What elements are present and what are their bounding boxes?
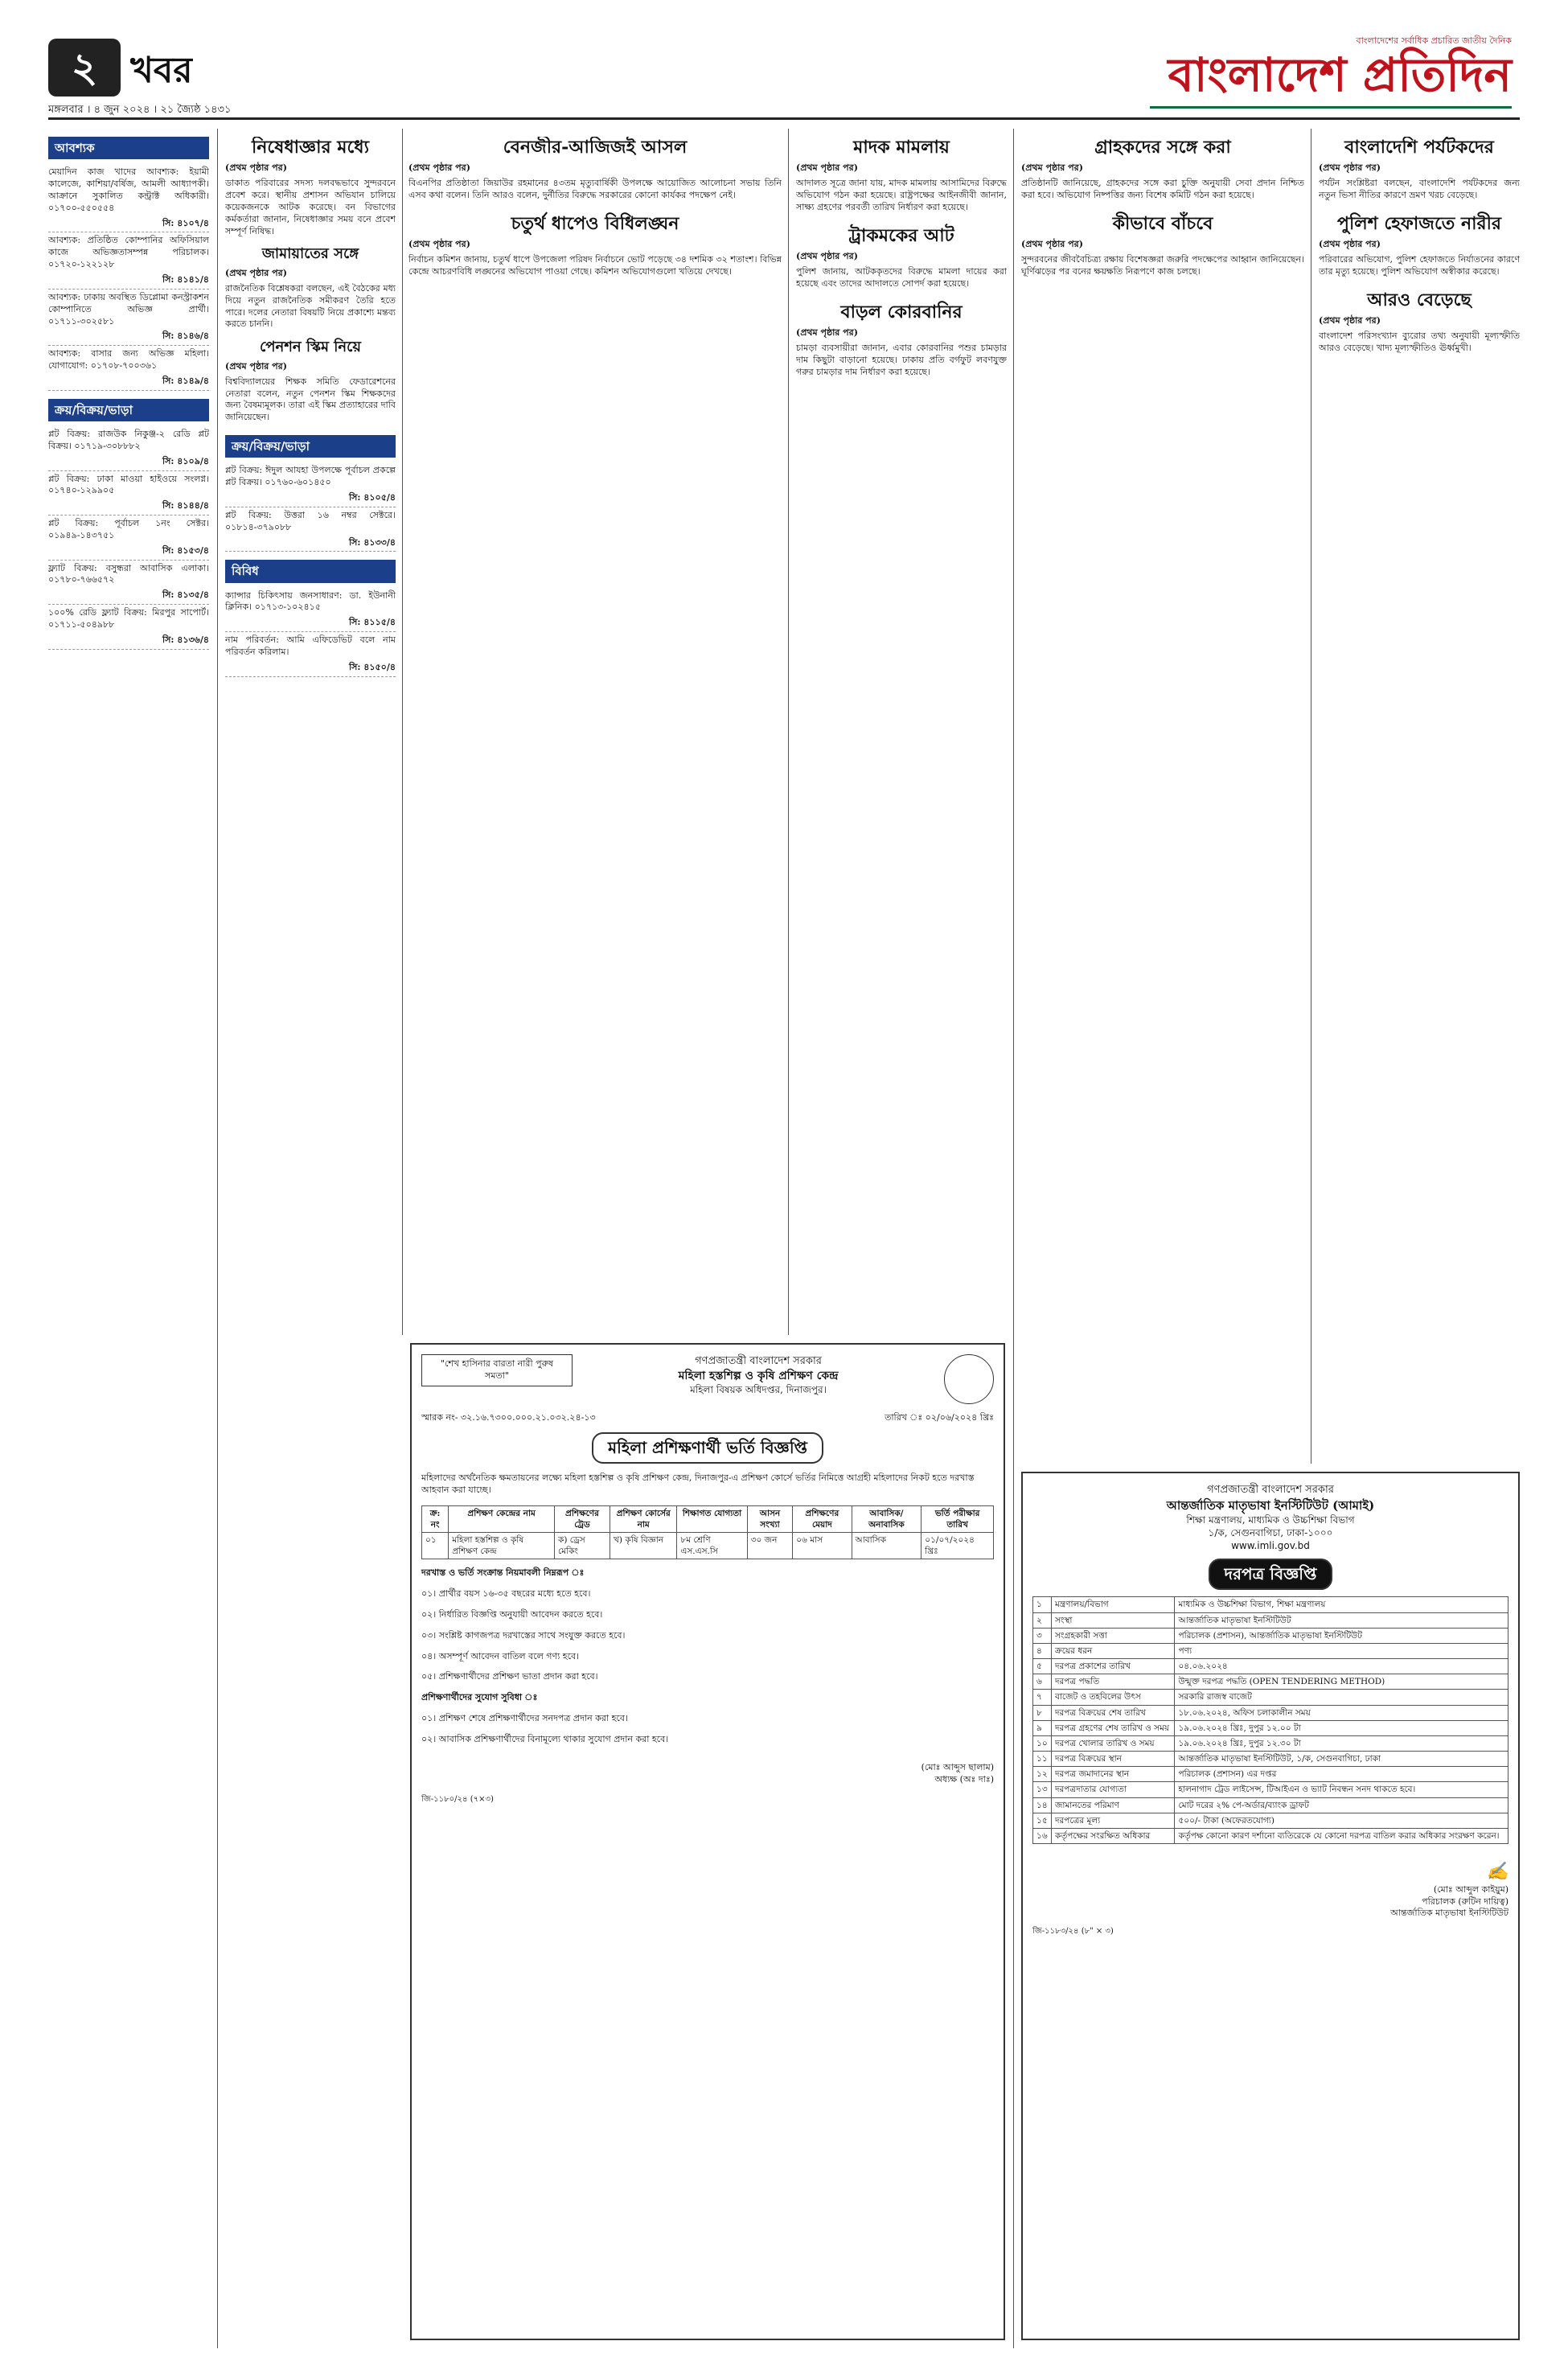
article-body: পুলিশ জানায়, আটককৃতদের বিরুদ্ধে মামলা দায়ের করা হয়েছে এবং তাদের আদালতে সোপর্দ করা হয়েছে। [796, 266, 1007, 289]
article-byline: (প্রথম পৃষ্ঠার পর) [1319, 239, 1381, 250]
table-cell: ১০ [1033, 1735, 1052, 1751]
table-row [1033, 1690, 1508, 1705]
rule-item: ০১। প্রার্থীর বয়স ১৬-৩৫ বছরের মধ্যে হতে হবে। [421, 1588, 591, 1600]
rule-item: ০৫। প্রশিক্ষণার্থীদের প্রশিক্ষণ ভাতা প্রদান করা হবে। [421, 1671, 598, 1682]
notice-org: মহিলা বিষয়ক অধিদপ্তর, দিনাজপুর। [690, 1384, 827, 1396]
classified-ad[interactable] [48, 515, 209, 561]
article-body: পর্যটন সংশ্লিষ্টরা বলছেন, বাংলাদেশি পর্যটকদের জন্য নতুন ভিসা নীতির কারণে ভ্রমণ খরচ বেড়েছে। [1319, 178, 1520, 201]
table-row [1033, 1705, 1508, 1720]
ad-text: আবশ্যক: ঢাকায় অবস্থিত ডিপ্লোমা কনস্ট্রাকশন কোম্পানিতে অভিজ্ঞ প্রার্থী। ০১৭১১-৩০২৫৮১ [48, 291, 209, 327]
section-title: খবর [130, 50, 193, 91]
notice-org: মহিলা হস্তশিল্প ও কৃষি প্রশিক্ষণ কেন্দ্র [678, 1369, 839, 1382]
table-cell: ০১/০৭/২০২৪ খ্রিঃ [922, 1532, 994, 1559]
table-header: ভর্তি পরীক্ষার তারিখ [922, 1505, 994, 1532]
news-column-5 [1021, 137, 1304, 1456]
rule-item: ০৪। অসম্পূর্ণ আবেদন বাতিল বলে গণ্য হবে। [421, 1650, 580, 1661]
ad-ref: সি: ৪১০৫/৪ [348, 492, 396, 503]
article-body: বিএনপির প্রতিষ্ঠাতা জিয়াউর রহমানের ৪৩তম মৃত্যুবার্ষিকী উপলক্ষে আয়োজিত আলোচনা সভায় তিনি এসব কথা বলেন। তিনি আরও বলেন, দুর্নীতির বিরুদ্ধে সরকারের কোনো কার্যকর পদক্ষেপ নেই। [408, 178, 782, 201]
table-cell: ১৬ [1033, 1828, 1052, 1843]
ad-ref: সি: ৪১১৫/৪ [348, 617, 396, 628]
ad-text: আবশ্যক: প্রতিষ্ঠিত কোম্পানির অফিসিয়াল কাজে অভিজ্ঞতাসম্পন্ন পরিচালক। ০১৭২০-১২২১২৮ [48, 235, 209, 270]
ad-ref: সি: ৪১৫০/৪ [348, 661, 396, 672]
facility-item: ০১। প্রশিক্ষণ শেষে প্রশিক্ষণার্থীদের সনদপত্র প্রদান করা হবে। [421, 1713, 628, 1724]
ad-text: নাম পরিবর্তন: আমি এফিডেভিট বলে নাম পরিবর্তন করিলাম। [225, 635, 396, 658]
ad-text: প্লট বিক্রয়: ঢাকা মাওয়া হাইওয়ে সংলগ্ন। ০১৭৪০-১২৯৯০৫ [48, 473, 209, 496]
table-header: আবাসিক/অনাবাসিক [852, 1505, 922, 1532]
table-cell: দরপত্র প্রকাশের তারিখ [1052, 1659, 1175, 1674]
table-row [1033, 1674, 1508, 1690]
article-headline[interactable]: বেনজীর-আজিজই আসল [503, 137, 688, 158]
table-cell: ৬ [1033, 1674, 1052, 1690]
table-cell: ৭ [1033, 1690, 1052, 1705]
ad-ref: সি: ৪১৪৪/৪ [162, 500, 209, 511]
classified-ad[interactable] [225, 462, 396, 507]
notice-date: তারিখ ঃ ০২/০৬/২০২৪ খ্রিঃ [885, 1412, 994, 1423]
table-row [1033, 1813, 1508, 1828]
ad-text: প্লট বিক্রয়: রাজউক নিকুঞ্জ-২ রেডি প্লট বিক্রয়। ০১৭১৯-৩০৮৮৮২ [48, 429, 209, 451]
ad-text: আবশ্যক: বাসার জন্য অভিজ্ঞ মহিলা। যোগাযোগ: ০১৭০৮-৭০০৩৬১ [48, 348, 209, 372]
table-cell: দরপত্র জমাদানের স্থান [1052, 1767, 1175, 1782]
notice-org: শিক্ষা মন্ত্রণালয়, মাধ্যমিক ও উচ্চশিক্ষা বিভাগ [1186, 1514, 1355, 1526]
table-row [1033, 1597, 1508, 1612]
notice-footer-ref: জি-১১৮০/২৪ (৭×৩) [421, 1794, 494, 1804]
ad-text: প্লট বিক্রয়: ঈদুল আযহা উপলক্ষে পূর্বাচল প্রকল্পে প্লট বিক্রয়। ০১৭৬০-৬০১৪৫০ [225, 465, 396, 488]
table-cell: ৫ [1033, 1659, 1052, 1674]
ad-ref: সি: ৪১৩৬/৪ [162, 634, 209, 645]
rule-item: ০২। নির্ধারিত বিজ্ঞপ্তি অনুযায়ী আবেদন করতে হবে। [421, 1608, 603, 1620]
article-body: সুন্দরবনের জীববৈচিত্র্য রক্ষায় বিশেষজ্ঞরা জরুরি পদক্ষেপের আহ্বান জানিয়েছেন। ঘূর্ণিঝড়ের পর বনের ক্ষয়ক্ষতি নিরূপণে কাজ চলছে। [1021, 254, 1304, 277]
table-cell: ৩ [1033, 1628, 1052, 1643]
article-byline: (প্রথম পৃষ্ঠার পর) [408, 239, 470, 250]
table-cell: ১৮.০৬.২০২৪, অফিস চলাকালীন সময় [1175, 1705, 1508, 1720]
ad-ref: সি: ৪১৩৫/৪ [162, 589, 209, 601]
table-cell: ১ [1033, 1597, 1052, 1612]
table-cell: ১৩ [1033, 1782, 1052, 1797]
table-cell: বাজেট ও তহবিলের উৎস [1052, 1690, 1175, 1705]
table-cell: ৮ম শ্রেণি এস.এস.সি [677, 1532, 747, 1559]
website-link[interactable]: www.imli.gov.bd [1231, 1540, 1310, 1552]
article-byline: (প্রথম পৃষ্ঠার পর) [796, 251, 858, 262]
header-rule [48, 117, 1520, 120]
notice-intro: মহিলাদের অর্থনৈতিক ক্ষমতায়নের লক্ষ্যে মহিলা হস্তশিল্প ও কৃষি প্রশিক্ষণ কেন্দ্র, দিনাজপুর-এ প্রশিক্ষণ কোর্সে ভর্তির নিমিত্তে আগ্রহী মহিলাদের নিকট হতে দরখাস্ত আহবান করা যাচ্ছে। [421, 1472, 975, 1495]
table-cell: মহিলা হস্তশিল্প ও কৃষি প্রশিক্ষণ কেন্দ্র [449, 1532, 555, 1559]
table-row [1033, 1659, 1508, 1674]
table-cell: ১১ [1033, 1752, 1052, 1767]
table-row [1033, 1612, 1508, 1628]
news-column-2 [225, 137, 396, 2348]
article-byline: (প্রথম পৃষ্ঠার পর) [796, 327, 858, 339]
table-row [1033, 1735, 1508, 1751]
table-row [1033, 1767, 1508, 1782]
table-cell: ৫০০/- টাকা (অফেরতযোগ্য) [1175, 1813, 1508, 1828]
table-cell: আন্তর্জাতিক মাতৃভাষা ইনস্টিটিউট [1175, 1612, 1508, 1628]
column-divider [788, 129, 789, 1335]
table-cell: ১৯.০৬.২০২৪ খ্রিঃ, দুপুর ১২.০০ টা [1175, 1720, 1508, 1735]
article-body: নির্বাচন কমিশন জানায়, চতুর্থ ধাপে উপজেলা পরিষদ নির্বাচনে ভোট পড়েছে ৩৪ দশমিক ৩২ শতাংশ। বিভিন্ন কেন্দ্রে আচরণবিধি লঙ্ঘনের অভিযোগ পাওয়া গেছে। কমিশন অভিযোগগুলো খতিয়ে দেখছে। [408, 254, 782, 277]
table-cell: দরপত্র খোলার তারিখ ও সময় [1052, 1735, 1175, 1751]
ad-ref: সি: ৪১৪৬/৪ [162, 331, 209, 342]
table-cell: ৮ [1033, 1705, 1052, 1720]
signer-org: আন্তর্জাতিক মাতৃভাষা ইনস্টিটিউট [1390, 1908, 1508, 1919]
notice-org: আন্তর্জাতিক মাতৃভাষা ইনস্টিটিউট (আমাই) [1166, 1497, 1375, 1513]
article-byline: (প্রথম পৃষ্ঠার পর) [1021, 239, 1083, 250]
table-cell: আবাসিক [852, 1532, 922, 1559]
article-byline: (প্রথম পৃষ্ঠার পর) [408, 162, 470, 174]
ad-text: প্লট বিক্রয়: উত্তরা ১৬ নম্বর সেক্টরে। ০১৮১৪-৩৭৯০৮৮ [225, 509, 396, 532]
training-admission-notice [410, 1343, 1005, 2340]
ad-text: মেয়াদিন কাজ খাদের আবশ্যক: ইয়ামী কালেজে, কাশিয়া/বর্ষিজ, আমলী আধ্যাপকী। আক্রানে সুকালিত কন্ট্রাক্ট অধিকারী। ০১৭০০-৫৫০৫৫৪ [48, 166, 209, 213]
table-row [1033, 1720, 1508, 1735]
table-cell: ০৪.০৬.২০২৪ [1175, 1659, 1508, 1674]
newspaper-logo[interactable] [1102, 32, 1520, 113]
tender-table [1032, 1596, 1508, 1844]
table-cell: পণ্য [1175, 1643, 1508, 1658]
article-headline[interactable]: গ্রাহকদের সঙ্গে করা [1094, 137, 1231, 158]
page-number: ২ [48, 39, 121, 97]
ad-ref: সি: ৪১৩৩/৪ [348, 536, 396, 548]
table-cell: দরপত্র পদ্ধতি [1052, 1674, 1175, 1690]
article-headline[interactable]: নিষেধাজ্ঞার মধ্যে [251, 137, 370, 158]
article-byline: (প্রথম পৃষ্ঠার পর) [225, 162, 287, 174]
table-cell: আন্তর্জাতিক মাতৃভাষা ইনস্টিটিউট, ১/ক, সেগুনবাগিচা, ঢাকা [1175, 1752, 1508, 1767]
ad-text: প্লট বিক্রয়: পূর্বাচল ১নং সেক্টর। ০১৯৪৯-১৪৩৭৫১ [48, 518, 209, 540]
facility-item: ০২। আবাসিক প্রশিক্ষণার্থীদের বিনামূল্যে থাকার সুযোগ প্রদান করা হবে। [421, 1733, 669, 1744]
article-body: চামড়া ব্যবসায়ীরা জানান, এবার কোরবানির পশুর চামড়ার দাম কিছুটা বাড়ানো হয়েছে। ঢাকায় প্রতি বর্গফুট লবণযুক্ত গরুর চামড়ার দাম নির্ধারণ করা হয়েছে। [796, 342, 1007, 377]
sale-title: ক্রয়/বিক্রয়/ভাড়া [48, 399, 209, 421]
news-column-4 [796, 137, 1007, 1327]
table-row [1033, 1643, 1508, 1658]
article-headline[interactable]: পুলিশ হেফাজতে নারীর [1337, 212, 1501, 234]
table-row [1033, 1628, 1508, 1643]
ad-ref: সি: ৪১০৭/৪ [162, 217, 209, 228]
classified-ad[interactable] [48, 471, 209, 516]
table-cell: ১৪ [1033, 1797, 1052, 1813]
memo-number: স্মারক নং- ৩২.১৬.৭৩০০.০০০.২১.০৩২.২৪-১৩ [421, 1412, 596, 1423]
government-seal-icon [944, 1354, 994, 1404]
table-cell: ক্রয়ের ধরন [1052, 1643, 1175, 1658]
table-cell: মাধ্যমিক ও উচ্চশিক্ষা বিভাগ, শিক্ষা মন্ত্রণালয় [1175, 1597, 1508, 1612]
article-byline: (প্রথম পৃষ্ঠার পর) [796, 162, 858, 174]
table-header: প্রশিক্ষণ কোর্সের নাম [610, 1505, 677, 1532]
table-cell: মন্ত্রণালয়/বিভাগ [1052, 1597, 1175, 1612]
article-body: বাংলাদেশ পরিসংখ্যান ব্যুরোর তথ্য অনুযায়ী মূল্যস্ফীতি আরও বেড়েছে। খাদ্য মূল্যস্ফীতিও ঊর্ধ্বমুখী। [1319, 331, 1520, 353]
table-cell: ৩০ জন [747, 1532, 793, 1559]
ad-ref: সি: ৪১৪৯/৪ [162, 375, 209, 386]
classified-ad[interactable] [48, 426, 209, 471]
table-cell: ১৫ [1033, 1813, 1052, 1828]
classified-ad[interactable] [225, 588, 396, 633]
table-cell: ০৬ মাস [793, 1532, 852, 1559]
table-header: আসন সংখ্যা [747, 1505, 793, 1532]
table-header: প্রশিক্ষণের মেয়াদ [793, 1505, 852, 1532]
ad-text: ফ্ল্যাট বিক্রয়: বসুন্ধরা আবাসিক এলাকা। ০১৭৮০-৭৬৬৫৭২ [48, 562, 209, 585]
ad-text: ক্যান্সার চিকিৎসায় জনসাধারণ: ডা. ইউনানী ক্লিনিক। ০১৭১৩-১০২৪১৫ [225, 589, 396, 613]
table-cell: মোট দরের ২% পে-অর্ডার/ব্যাংক ড্রাফট [1175, 1797, 1508, 1813]
classified-ad[interactable] [225, 507, 396, 552]
article-headline[interactable]: বাড়ল কোরবানির [840, 301, 963, 322]
table-cell: ২ [1033, 1612, 1052, 1628]
table-row [422, 1532, 994, 1559]
notice-title: দরপত্র বিজ্ঞপ্তি [1209, 1559, 1333, 1590]
notice-quote: "শেখ হাসিনার বারতা নারী পুরুষ সমতা" [421, 1354, 573, 1386]
article-headline[interactable]: জামায়াতের সঙ্গে [261, 245, 359, 263]
table-cell: উন্মুক্ত দরপত্র পদ্ধতি (OPEN TENDERING METHOD) [1175, 1674, 1508, 1690]
table-cell: সরকারি রাজস্ব বাজেট [1175, 1690, 1508, 1705]
table-cell: ১২ [1033, 1767, 1052, 1782]
article-byline: (প্রথম পৃষ্ঠার পর) [1021, 162, 1083, 174]
table-cell: হালনাগাদ ট্রেড লাইসেন্স, টিআইএন ও ভ্যাট নিবন্ধন সনদ থাকতে হবে। [1175, 1782, 1508, 1797]
table-cell: দরপত্র গ্রহণের শেষ তারিখ ও সময় [1052, 1720, 1175, 1735]
table-row [1033, 1828, 1508, 1843]
notice-title: মহিলা প্রশিক্ষণার্থী ভর্তি বিজ্ঞপ্তি [592, 1432, 823, 1464]
table-cell: দরপত্রের মূল্য [1052, 1813, 1175, 1828]
classified-ad[interactable] [225, 632, 396, 677]
signer-name: (মোঃ আব্দুস ছালাম) [921, 1761, 994, 1772]
column-divider [217, 129, 218, 2348]
table-header: প্রশিক্ষণ কেন্দ্রের নাম [449, 1505, 555, 1532]
date-line: মঙ্গলবার । ৪ জুন ২০২৪ । ২১ জ্যৈষ্ঠ ১৪৩১ [48, 104, 232, 116]
table-row [1033, 1797, 1508, 1813]
table-header: প্রশিক্ষণের ট্রেড [554, 1505, 610, 1532]
ad-ref: সি: ৪১৪১/৪ [162, 274, 209, 285]
facilities-title: প্রশিক্ষণার্থীদের সুযোগ সুবিধা ঃ [421, 1692, 538, 1703]
table-cell: জামানতের পরিমাণ [1052, 1797, 1175, 1813]
table-cell: ১৯.০৬.২০২৪ খ্রিঃ, দুপুর ১২.৩০ টা [1175, 1735, 1508, 1751]
article-byline: (প্রথম পৃষ্ঠার পর) [225, 268, 287, 279]
table-cell: ক) ড্রেস মেকিং [554, 1532, 610, 1559]
table-cell: ৯ [1033, 1720, 1052, 1735]
column-divider [1013, 129, 1014, 2348]
table-cell: ৪ [1033, 1643, 1052, 1658]
classified-ad[interactable] [48, 561, 209, 606]
table-cell: কর্তৃপক্ষ কোনো কারণ দর্শানো ব্যতিরেকে যে কোনো দরপত্র বাতিল করার অধিকার সংরক্ষণ করেন। [1175, 1828, 1508, 1843]
article-headline[interactable]: আরও বেড়েছে [1367, 289, 1472, 310]
article-body: রাজনৈতিক বিশ্লেষকরা বলছেন, এই বৈঠকের মধ্য দিয়ে নতুন রাজনৈতিক সমীকরণ তৈরি হতে পারে। দলের নেতারা বিষয়টি নিয়ে প্রকাশ্যে মন্তব্য করতে চাননি। [225, 282, 396, 330]
article-headline[interactable]: মাদক মামলায় [853, 137, 950, 158]
article-byline: (প্রথম পৃষ্ঠার পর) [225, 360, 287, 372]
notice-footer-ref: জি-১১৮৩/২৪ (৮" × ৩) [1032, 1927, 1114, 1937]
table-cell: পরিচালক (প্রশাসন) এর দপ্তর [1175, 1767, 1508, 1782]
table-cell: দরপত্রদাতার যোগ্যতা [1052, 1782, 1175, 1797]
table-cell: খ) কৃষি বিজ্ঞান [610, 1532, 677, 1559]
logo-tagline: বাংলাদেশের সর্বাধিক প্রচারিত জাতীয় দৈনিক [1356, 35, 1512, 46]
signer-title: অধ্যক্ষ (অঃ দাঃ) [934, 1773, 994, 1785]
classified-ad[interactable] [48, 164, 209, 232]
article-headline[interactable]: ট্রাকমকের আট [848, 224, 954, 246]
column-divider [402, 129, 403, 1335]
table-cell: সংগ্রহকারী সত্তা [1052, 1628, 1175, 1643]
misc-title: বিবিধ [225, 560, 396, 582]
course-table [421, 1505, 994, 1560]
article-byline: (প্রথম পৃষ্ঠার পর) [1319, 162, 1381, 174]
article-headline[interactable]: চতুর্থ ধাপেও বিধিলঙ্ঘন [511, 212, 679, 234]
classified-ad[interactable] [48, 232, 209, 289]
ad-ref: সি: ৪১৫৩/৪ [162, 544, 209, 556]
notice-org: ১/ক, সেগুনবাগিচা, ঢাকা-১০০০ [1208, 1526, 1333, 1538]
classifieds-title: আবশ্যক [48, 137, 209, 159]
notice-org: গণপ্রজাতন্ত্রী বাংলাদেশ সরকার [695, 1355, 822, 1367]
table-row [1033, 1782, 1508, 1797]
table-cell: দরপত্র বিক্রয়ের শেষ তারিখ [1052, 1705, 1175, 1720]
logo-name: বাংলাদেশ প্রতিদিন [1168, 47, 1512, 102]
article-headline[interactable]: পেনশন স্কিম নিয়ে [259, 339, 362, 356]
tender-notice [1021, 1472, 1520, 2340]
classifieds-column [48, 137, 209, 2348]
table-row [1033, 1752, 1508, 1767]
ad-ref: সি: ৪১০৯/৪ [162, 455, 209, 466]
article-body: ডাকাত পরিবারের সদস্য দলবদ্ধভাবে সুন্দরবনে প্রবেশ করে। স্থানীয় প্রশাসন অভিযান চালিয়ে কয়েকজনকে আটক করেছে। বন বিভাগের কর্মকর্তারা জানান, নিষেধাজ্ঞার সময় বনে প্রবেশ সম্পূর্ণ নিষিদ্ধ। [225, 178, 396, 236]
article-byline: (প্রথম পৃষ্ঠার পর) [1319, 315, 1381, 327]
table-cell: পরিচালক (প্রশাসন), আন্তর্জাতিক মাতৃভাষা ইনস্টিটিউট [1175, 1628, 1508, 1643]
news-column-3 [408, 137, 782, 1327]
rules-title: দরখাস্ত ও ভর্তি সংক্রান্ত নিয়মাবলী নিম্নরূপ ঃ [421, 1567, 585, 1579]
signature-icon: ✍ [1486, 1862, 1508, 1883]
classified-ad[interactable] [48, 346, 209, 391]
article-body: আদালত সূত্রে জানা যায়, মাদক মামলায় আসামিদের বিরুদ্ধে অভিযোগ গঠন করা হয়েছে। রাষ্ট্রপক্ষের আইনজীবী জানান, সাক্ষ্য গ্রহণের পরবর্তী তারিখ নির্ধারণ করা হয়েছে। [796, 178, 1007, 212]
table-header: ক্র: নং [422, 1505, 449, 1532]
article-body: পরিবারের অভিযোগ, পুলিশ হেফাজতে নির্যাতনের কারণে তার মৃত্যু হয়েছে। পুলিশ অভিযোগ অস্বীকার করেছে। [1319, 254, 1520, 277]
logo-underline [1150, 106, 1512, 109]
sale-title: ক্রয়/বিক্রয়/ভাড়া [225, 435, 396, 458]
news-column-6 [1319, 137, 1520, 1456]
ad-text: ১০০% রেডি ফ্ল্যাট বিক্রয়: মিরপুর সাপোর্ট। ০১৭১১-৫০৪৯৮৮ [48, 607, 209, 630]
notice-org: গণপ্রজাতন্ত্রী বাংলাদেশ সরকার [1207, 1484, 1334, 1496]
classified-ad[interactable] [48, 290, 209, 346]
article-body: বিশ্ববিদ্যালয়ের শিক্ষক সমিতি ফেডারেশনের নেতারা বলেন, নতুন পেনশন স্কিম শিক্ষকদের জন্য বৈষম্যমূলক। তারা এই স্কিম প্রত্যাহারের দাবি জানিয়েছেন। [225, 376, 396, 423]
signer-name: (মোঃ আব্দুল কাইয়ুম) [1433, 1883, 1508, 1895]
signer-title: পরিচালক (রুটিন দায়িত্ব) [1422, 1896, 1508, 1907]
table-cell: সংস্থা [1052, 1612, 1175, 1628]
table-cell: কর্তৃপক্ষের সংরক্ষিত অধিকার [1052, 1828, 1175, 1843]
article-body: প্রতিষ্ঠানটি জানিয়েছে, গ্রাহকদের সঙ্গে করা চুক্তি অনুযায়ী সেবা প্রদান নিশ্চিত করা হবে। অভিযোগ নিষ্পত্তির জন্য বিশেষ কমিটি গঠন করা হয়েছে। [1021, 178, 1304, 201]
table-header: শিক্ষাগত যোগ্যতা [677, 1505, 747, 1532]
table-cell: দরপত্র বিক্রয়ের স্থান [1052, 1752, 1175, 1767]
rule-item: ০৩। সংশ্লিষ্ট কাগজপত্র দরখাস্তের সাথে সংযুক্ত করতে হবে। [421, 1629, 626, 1641]
classified-ad[interactable] [48, 605, 209, 650]
article-headline[interactable]: বাংলাদেশি পর্যটকদের [1344, 137, 1494, 158]
article-headline[interactable]: কীভাবে বাঁচবে [1112, 212, 1213, 234]
table-cell: ০১ [422, 1532, 449, 1559]
